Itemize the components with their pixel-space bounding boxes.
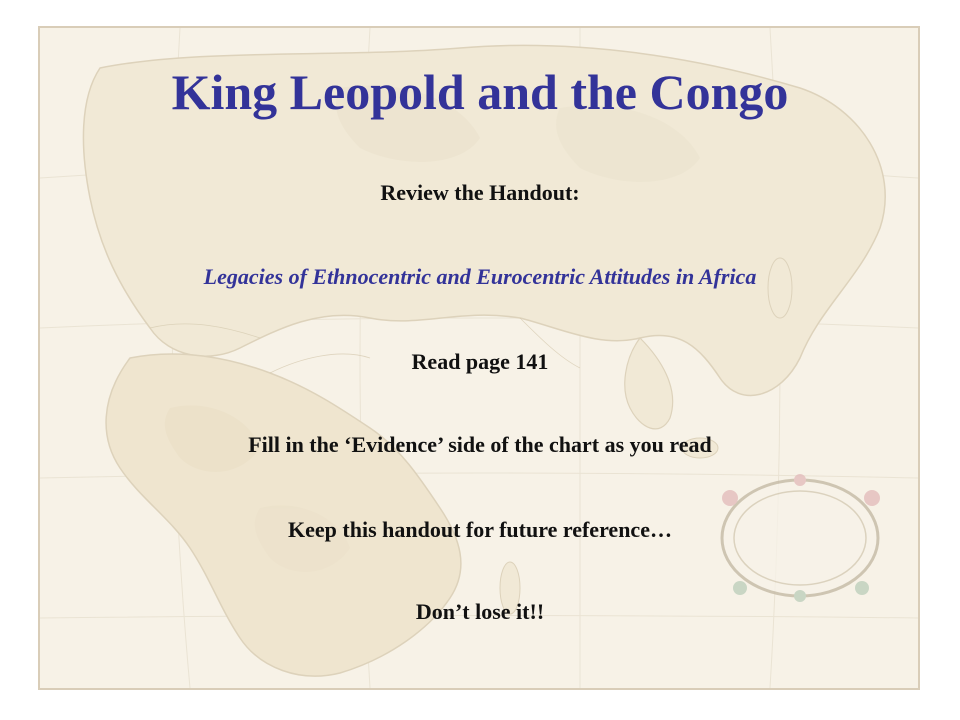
chart-instruction: Fill in the ‘Evidence’ side of the chart as you read bbox=[248, 432, 712, 457]
reading-assignment: Read page 141 bbox=[411, 349, 549, 374]
slide-title: King Leopold and the Congo bbox=[171, 64, 789, 120]
review-instruction: Review the Handout: bbox=[380, 180, 580, 205]
dont-lose-note: Don’t lose it!! bbox=[415, 599, 545, 624]
keep-handout-note: Keep this handout for future reference… bbox=[288, 517, 672, 542]
handout-title: Legacies of Ethnocentric and Eurocentric Attitudes in Africa bbox=[203, 264, 757, 289]
